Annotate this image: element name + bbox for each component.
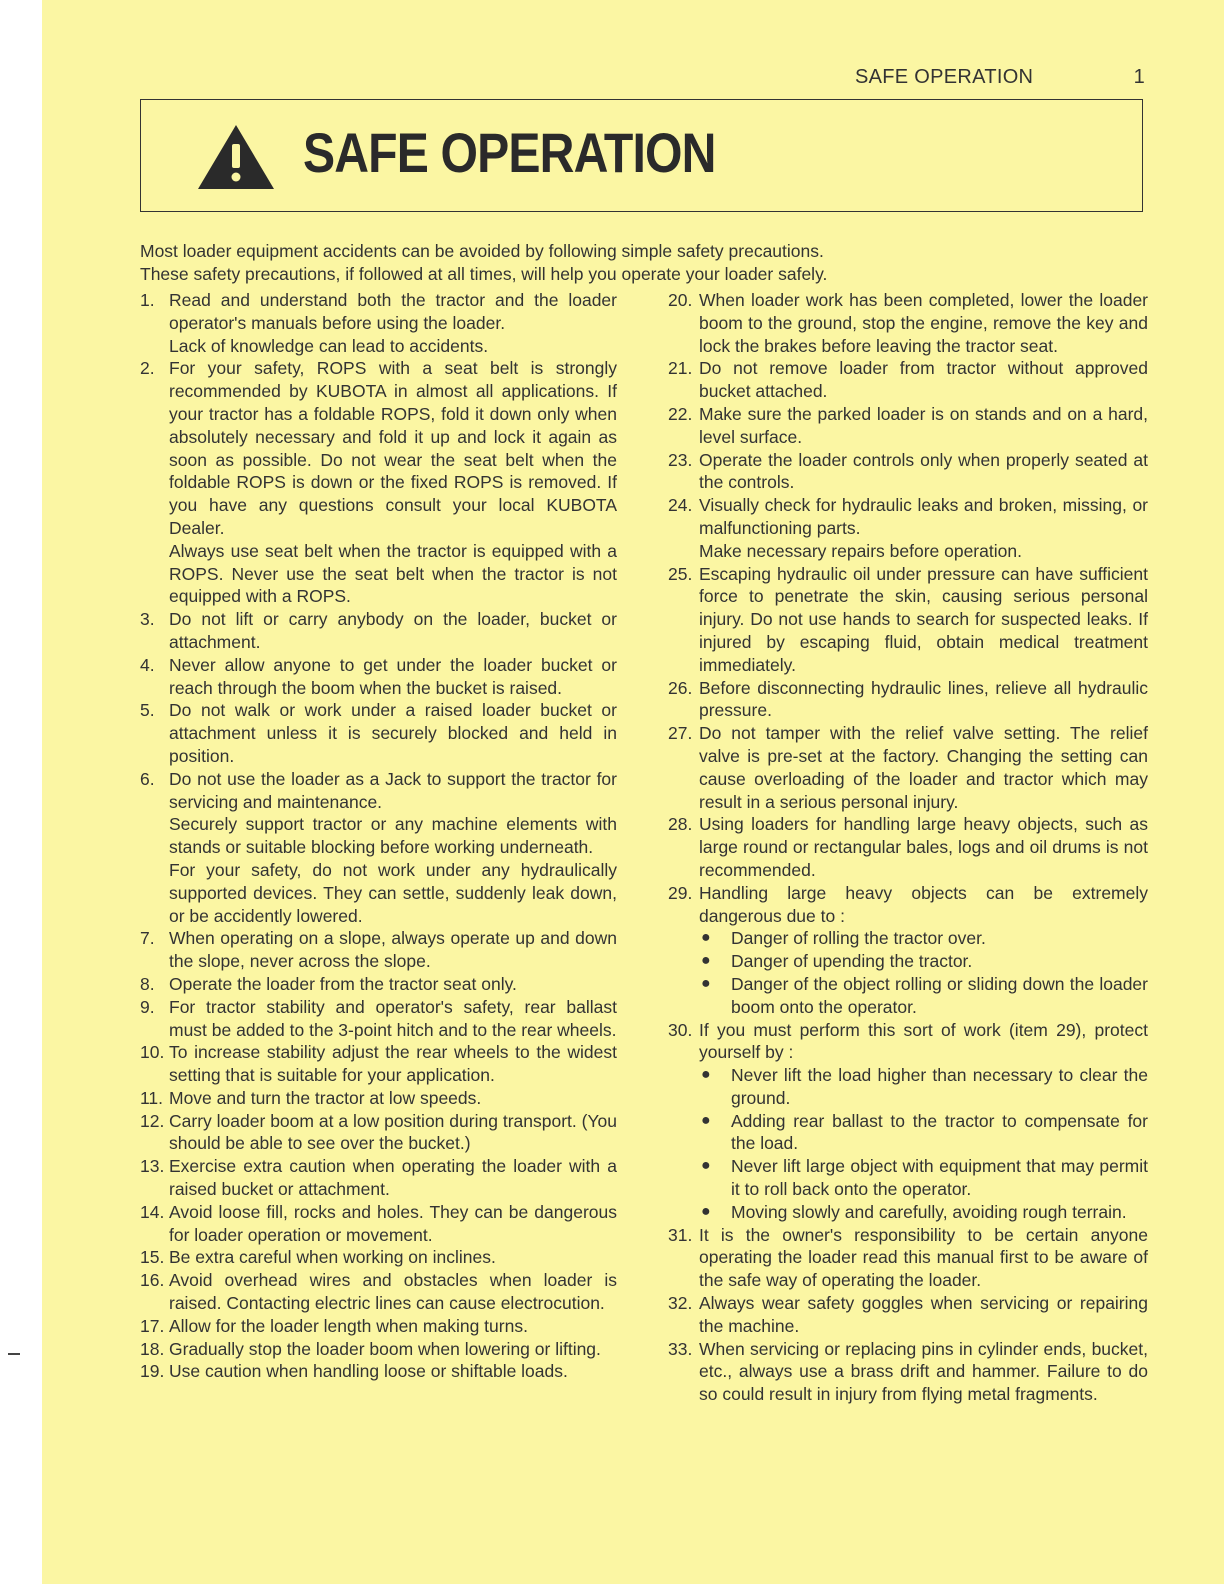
item-body [699,1292,1148,1338]
bullet-dot-icon: ● [701,952,711,970]
item-text: Be extra careful when working on inclines. [169,1247,496,1268]
bullet-text: Danger of the object rolling or sliding down the loader boom onto the operator. [731,973,1148,1017]
item-number: 13. [140,1156,165,1177]
item-number: 5. [140,700,155,721]
list-item [140,1155,617,1201]
item-body [169,608,617,654]
item-text: Before disconnecting hydraulic lines, relieve all hydraulic pressure. [699,677,1148,721]
item-body [169,1315,617,1338]
item-body [169,1338,617,1361]
item-number: 8. [140,973,155,994]
item-number: 15. [140,1247,165,1268]
bullet-item [701,973,1148,1019]
item-text: For your safety, do not work under any hydraulically supported devices. They can settle, suddenly leak down, or be accidently lowered. [169,859,617,926]
item-body [699,563,1148,677]
list-item [668,289,1148,357]
list-item [668,722,1148,813]
item-text: Do not use the loader as a Jack to support the tractor for servicing and maintenance. [169,768,617,812]
item-text: Using loaders for handling large heavy objects, such as large round or rectangular bales, logs and oil drums is not recommended. [699,814,1148,880]
left-column [140,289,617,1383]
item-number: 32. [668,1293,693,1314]
item-number: 9. [140,996,155,1017]
list-item [140,1315,617,1338]
list-item [140,1269,617,1315]
item-text: Allow for the loader length when making turns. [169,1315,528,1336]
list-item [668,882,1148,1019]
bullet-dot-icon: ● [701,974,711,992]
item-body [169,289,617,357]
page-title: SAFE OPERATION [303,121,716,184]
item-text: Never allow anyone to get under the loader bucket or reach through the boom when the bucket is raised. [169,654,617,698]
bullet-item [701,1110,1148,1156]
item-body [699,1338,1148,1406]
list-item [140,699,617,767]
item-text: Always use seat belt when the tractor is equipped with a ROPS. Never use the seat belt when the tractor is not equipped with a ROPS. [169,540,617,607]
item-body [699,449,1148,495]
list-item [140,289,617,357]
list-item [140,996,617,1042]
item-body [699,813,1148,881]
item-text: When loader work has been completed, lower the loader boom to the ground, stop the engine, remove the key and lock the brakes before leaving the tractor seat. [699,290,1148,356]
item-number: 4. [140,654,155,675]
item-text: For your safety, ROPS with a seat belt is strongly recommended by KUBOTA in almost all applications. If your tractor has a foldable ROPS, fold it down only when absolutely necessary and fold it up and lock it again as soon as possible. Do not wear the seat belt when the foldable ROPS is down or the fixed ROPS is removed. If you have any questions consult your local KUBOTA Dealer. [169,358,617,538]
item-text: When servicing or replacing pins in cylinder ends, bucket, etc., always use a brass drift and hammer. Failure to do so could result in injury from flying metal fragments. [699,1338,1148,1405]
item-number: 21. [668,358,693,379]
item-number: 2. [140,358,155,379]
item-number: 14. [140,1201,165,1222]
item-number: 25. [668,563,693,584]
item-body [699,722,1148,813]
margin-mark [8,1353,20,1355]
item-body [169,927,617,973]
warning-triangle-icon [196,122,276,192]
list-item [140,768,617,928]
bullet-item [701,1064,1148,1110]
item-body [699,1224,1148,1292]
item-body [169,1360,617,1383]
item-text: Avoid loose fill, rocks and holes. They can be dangerous for loader operation or movement. [169,1201,617,1245]
bullet-dot-icon: ● [701,1066,711,1084]
item-text: Lack of knowledge can lead to accidents. [169,335,489,356]
item-body [699,677,1148,723]
item-number: 31. [668,1224,693,1245]
list-item [140,357,617,608]
item-text: Read and understand both the tractor and the loader operator's manuals before using the loader. [169,290,617,333]
intro [140,240,1150,286]
item-number: 24. [668,495,693,516]
list-item [668,1019,1148,1224]
right-column [668,289,1148,1406]
item-text: Handling large heavy objects can be extremely dangerous due to : [699,882,1148,926]
item-body [169,654,617,700]
list-item [668,563,1148,677]
bullet-item [701,950,1148,973]
item-number: 22. [668,403,693,424]
item-number: 16. [140,1270,165,1291]
list-item [140,654,617,700]
list-item [140,973,617,996]
item-number: 18. [140,1338,165,1359]
item-number: 3. [140,609,155,630]
list-item [140,1201,617,1247]
item-text: Use caution when handling loose or shiftable loads. [169,1361,568,1382]
item-number: 33. [668,1338,693,1359]
item-text: Make sure the parked loader is on stands and on a hard, level surface. [699,403,1148,447]
item-number: 12. [140,1110,165,1131]
item-text: Securely support tractor or any machine elements with stands or suitable blocking before working underneath. [169,814,617,858]
list-item [140,1110,617,1156]
item-body [699,882,1148,1019]
bullet-dot-icon: ● [701,1202,711,1220]
bullet-dot-icon: ● [701,1157,711,1175]
intro-line: Most loader equipment accidents can be avoided by following simple safety precautions. [140,241,824,261]
bullet-text: Danger of rolling the tractor over. [731,928,986,949]
list-item [668,1224,1148,1292]
item-body [699,403,1148,449]
title-box [140,99,1143,212]
item-number: 10. [140,1042,165,1063]
item-text: Operate the loader controls only when properly seated at the controls. [699,449,1148,493]
list-item [668,813,1148,881]
item-text: Do not tamper with the relief valve setting. The relief valve is pre-set at the factory. Changing the setting can cause overloading of the loader and tractor which may result in a serious personal injury. [699,723,1148,812]
list-item [140,1360,617,1383]
item-number: 30. [668,1019,693,1040]
list-item [668,403,1148,449]
item-number: 26. [668,677,693,698]
item-number: 27. [668,723,693,744]
running-header [855,66,1145,89]
list-item [668,677,1148,723]
item-body [169,1041,617,1087]
item-text: Gradually stop the loader boom when lowering or lifting. [169,1338,601,1359]
bullet-item [701,927,1148,950]
list-item [140,608,617,654]
item-text: Operate the loader from the tractor seat only. [169,973,517,994]
item-body [169,1110,617,1156]
item-number: 19. [140,1361,165,1382]
item-number: 28. [668,814,693,835]
item-body [699,357,1148,403]
item-body [169,1087,617,1110]
item-text: Move and turn the tractor at low speeds. [169,1087,482,1108]
item-body [169,996,617,1042]
item-text: If you must perform this sort of work (item 29), protect yourself by : [699,1019,1148,1063]
list-item [668,357,1148,403]
item-text: Visually check for hydraulic leaks and broken, missing, or malfunctioning parts. [699,495,1148,538]
bullet-text: Never lift large object with equipment that may permit it to roll back onto the operator. [731,1156,1148,1200]
item-text: Do not remove loader from tractor without approved bucket attached. [699,358,1148,402]
list-item [140,1041,617,1087]
item-body [169,1155,617,1201]
bullet-text: Moving slowly and carefully, avoiding rough terrain. [731,1201,1127,1222]
bullet-item [701,1201,1148,1224]
item-number: 7. [140,928,155,949]
running-title: SAFE OPERATION [855,66,1034,88]
item-number: 11. [140,1087,164,1108]
item-number: 20. [668,290,693,310]
item-body [699,289,1148,357]
item-text: To increase stability adjust the rear wheels to the widest setting that is suitable for your application. [169,1042,617,1086]
item-number: 1. [140,290,155,310]
bullet-dot-icon: ● [701,1111,711,1129]
item-body [169,699,617,767]
bullet-dot-icon: ● [701,929,711,947]
item-text: When operating on a slope, always operate up and down the slope, never across the slope. [169,928,617,972]
list-item [140,1338,617,1361]
item-body [699,494,1148,562]
bullet-item [701,1155,1148,1201]
intro-line: These safety precautions, if followed at all times, will help you operate your loader safely. [140,264,828,284]
bullet-text: Adding rear ballast to the tractor to compensate for the load. [731,1110,1148,1154]
item-text: It is the owner's responsibility to be certain anyone operating the loader read this manual first to be aware of the safe way of operating the loader. [699,1224,1148,1291]
item-body [169,1201,617,1247]
item-body [169,1246,617,1269]
item-text: Escaping hydraulic oil under pressure can have sufficient force to penetrate the skin, causing serious personal injury. Do not use hands to search for suspected leaks. If injured by escaping fluid, obtain medical treatment immediately. [699,563,1148,675]
item-text: Make necessary repairs before operation. [699,540,1022,561]
item-body [699,1019,1148,1224]
list-item [668,494,1148,562]
item-number: 23. [668,449,693,470]
list-item [668,449,1148,495]
page-number: 1 [1133,66,1145,88]
item-text: For tractor stability and operator's safety, rear ballast must be added to the 3-point hitch and to the rear wheels. [169,996,617,1040]
list-item [668,1338,1148,1406]
list-item [140,1246,617,1269]
item-text: Exercise extra caution when operating the loader with a raised bucket or attachment. [169,1156,617,1200]
list-item [668,1292,1148,1338]
item-number: 29. [668,882,693,903]
item-body [169,357,617,608]
item-body [169,768,617,928]
item-text: Avoid overhead wires and obstacles when loader is raised. Contacting electric lines can cause electrocution. [169,1270,617,1314]
item-text: Always wear safety goggles when servicing or repairing the machine. [699,1293,1148,1336]
bullet-text: Never lift the load higher than necessary to clear the ground. [731,1065,1148,1108]
list-item [140,1087,617,1110]
item-text: Do not lift or carry anybody on the loader, bucket or attachment. [169,609,617,652]
item-body [169,973,617,996]
item-number: 17. [140,1315,165,1336]
item-number: 6. [140,768,155,789]
item-text: Do not walk or work under a raised loader bucket or attachment unless it is securely blocked and held in position. [169,700,617,766]
item-text: Carry loader boom at a low position during transport. (You should be able to see over the bucket.) [169,1110,617,1154]
list-item [140,927,617,973]
item-body [169,1269,617,1315]
bullet-text: Danger of upending the tractor. [731,951,973,972]
